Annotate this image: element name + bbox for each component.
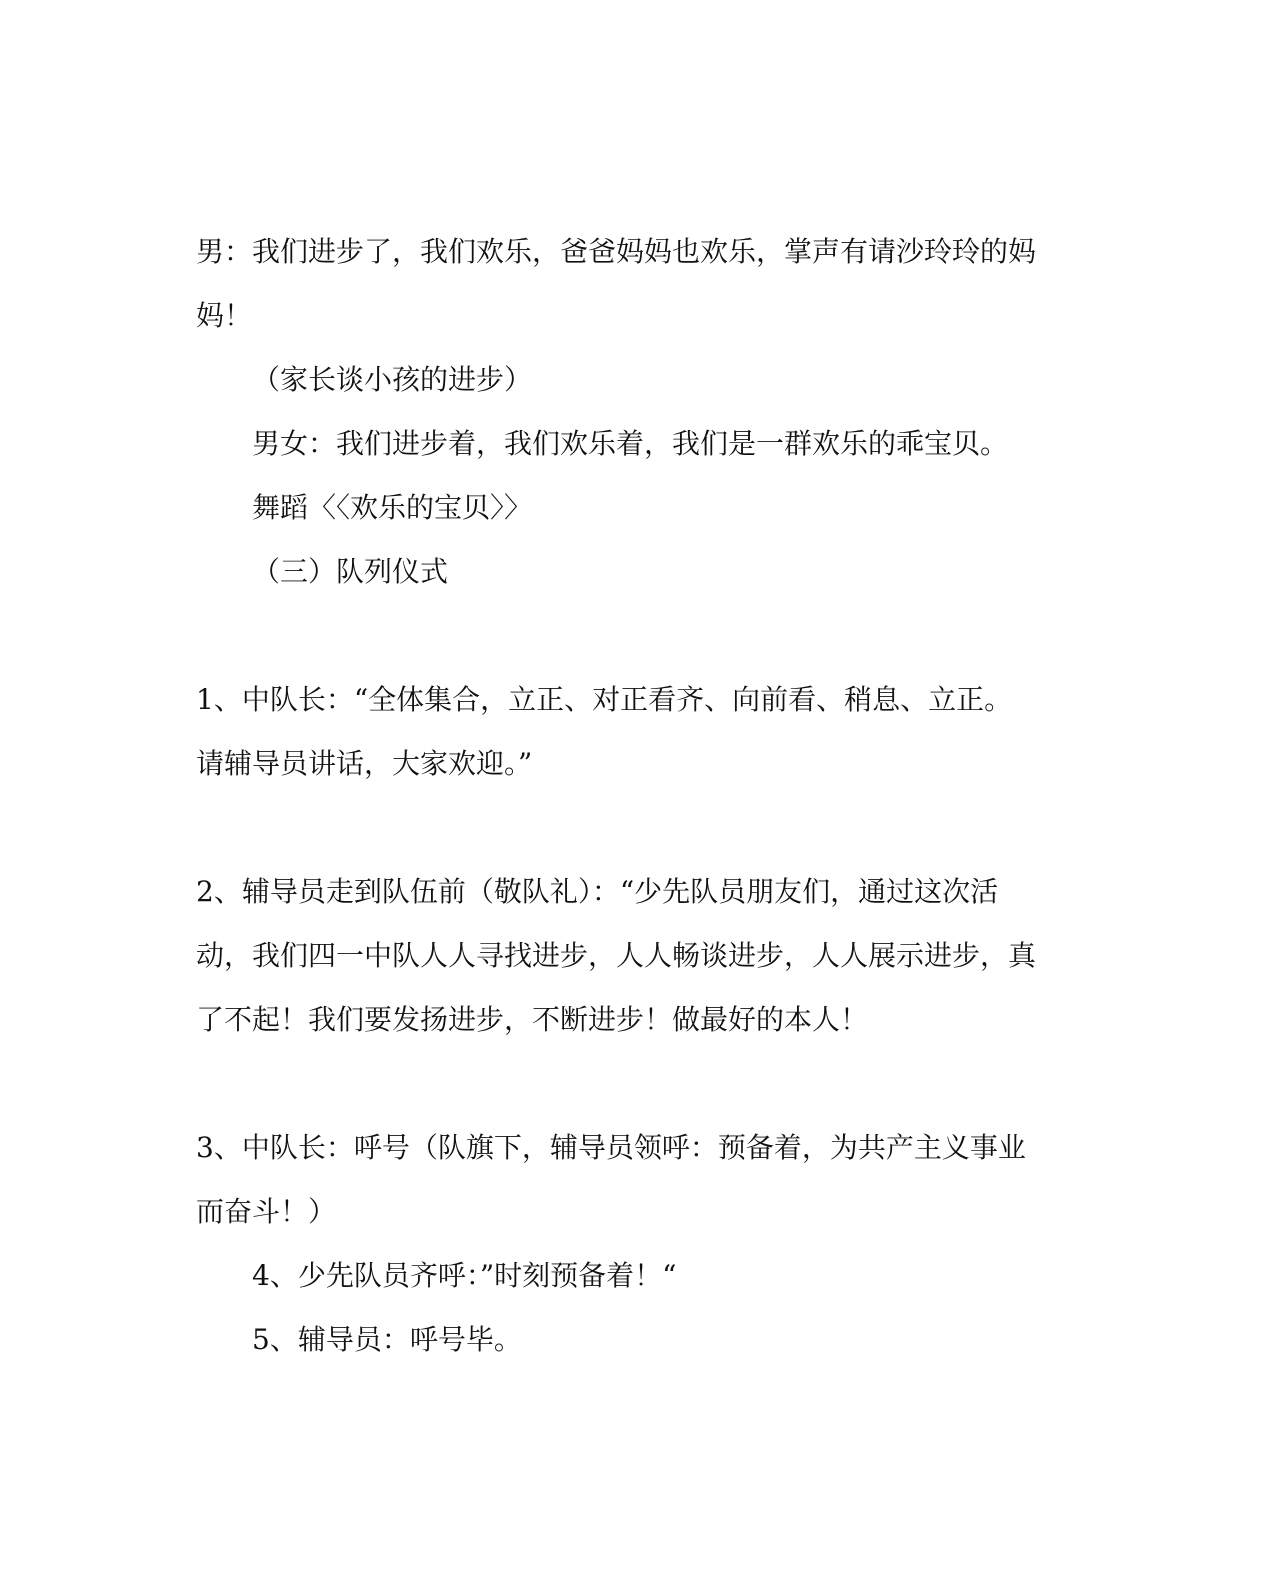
paragraph-line: 3、中队长：呼号（队旗下，辅导员领呼：预备着，为共产主义事业 <box>196 1131 1026 1164</box>
paragraph-line: （家长谈小孩的进步） <box>252 363 533 396</box>
section-heading: （三）队列仪式 <box>252 555 449 588</box>
paragraph-line: 而奋斗！） <box>196 1195 337 1228</box>
paragraph-line: 4、少先队员齐呼：”时刻预备着！“ <box>252 1259 677 1292</box>
paragraph-line: 1、中队长：“全体集合，立正、对正看齐、向前看、稍息、立正。 <box>196 683 1013 716</box>
paragraph-line: 男：我们进步了，我们欢乐，爸爸妈妈也欢乐，掌声有请沙玲玲的妈 <box>196 235 1037 268</box>
paragraph-line: 5、辅导员：呼号毕。 <box>252 1323 522 1356</box>
paragraph-line: 舞蹈〈〈欢乐的宝贝〉〉 <box>252 491 533 524</box>
paragraph-line: 动，我们四一中队人人寻找进步，人人畅谈进步，人人展示进步，真 <box>196 939 1037 972</box>
paragraph-line: 了不起！我们要发扬进步，不断进步！做最好的本人！ <box>196 1003 869 1036</box>
paragraph-line: 请辅导员讲话，大家欢迎。” <box>196 747 533 780</box>
paragraph-line: 2、辅导员走到队伍前（敬队礼）：“少先队员朋友们，通过这次活 <box>196 875 999 908</box>
paragraph-line: 妈！ <box>196 299 253 332</box>
paragraph-line: 男女：我们进步着，我们欢乐着，我们是一群欢乐的乖宝贝。 <box>252 427 1009 460</box>
